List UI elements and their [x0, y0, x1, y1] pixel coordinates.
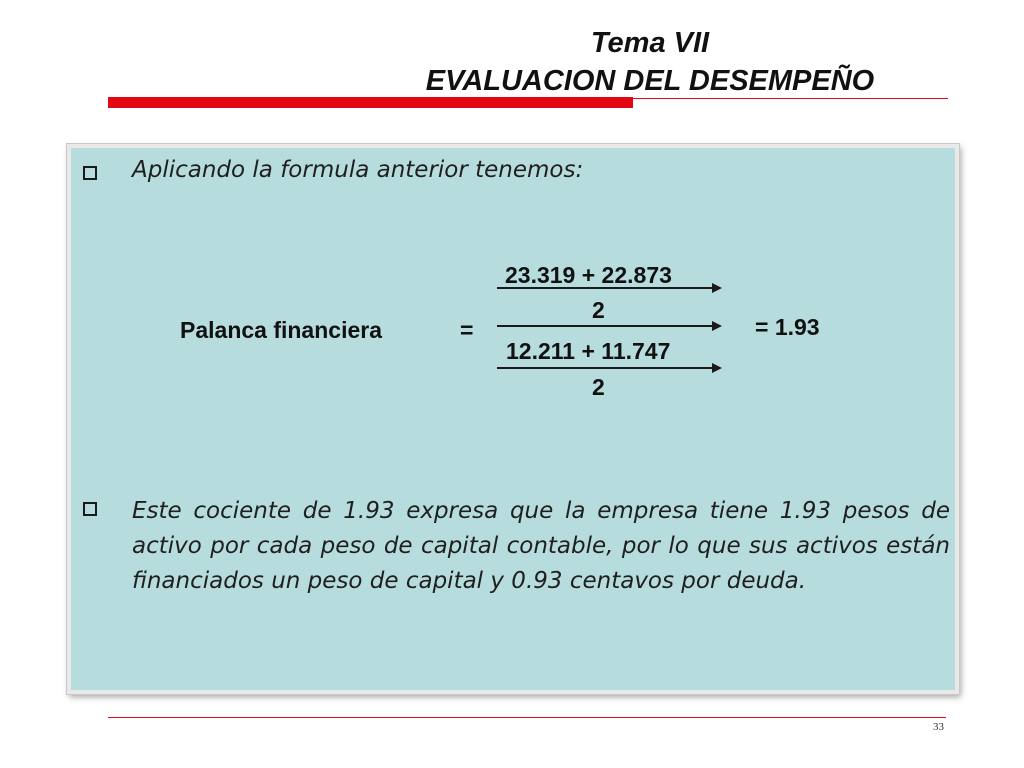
title-underline-thin	[633, 98, 948, 99]
page-number: 33	[933, 721, 944, 733]
formula-label: Palanca financiera	[180, 317, 382, 343]
bullet-text-1: Aplicando la formula anterior tenemos:	[132, 157, 584, 183]
formula-equals: =	[460, 317, 474, 343]
formula-result: = 1.93	[755, 314, 820, 340]
denominator-divisor: 2	[592, 374, 605, 400]
bullet-square-icon	[83, 502, 97, 516]
slide-title: Tema VII	[590, 27, 710, 59]
denominator-sum: 12.211 + 11.747	[506, 338, 671, 364]
bullet-square-icon	[83, 166, 97, 180]
bullet-text-2: Este cociente de 1.93 expresa que la empresa tiene 1.93 pesos de activo por cada peso de capital contable, por lo que sus activos están financiados un peso de capital y 0.93 centavos por deuda.	[132, 498, 950, 594]
slide-subtitle: EVALUACION DEL DESEMPEÑO	[425, 65, 875, 97]
numerator-sum: 23.319 + 22.873	[505, 262, 672, 288]
numerator-divisor: 2	[592, 297, 605, 323]
title-underline-thick	[108, 97, 633, 108]
content-panel	[67, 144, 959, 694]
footer-line	[108, 717, 946, 718]
